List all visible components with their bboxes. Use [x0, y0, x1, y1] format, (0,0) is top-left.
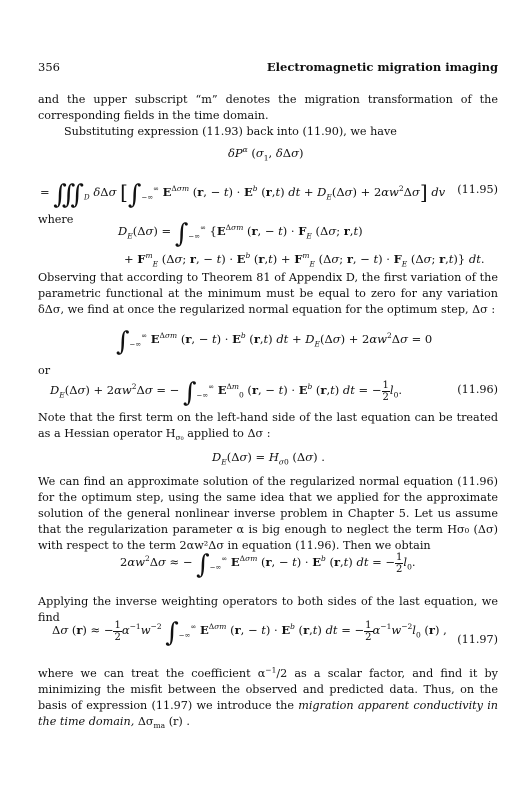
equation-de-continuation: + $F^m_E$ (Δσ; r, − $t) \cdot E^b$ $(r,t) + F^m_E$ (Δσ; r, − $t) \cdot F_E$ (Δσ; r,t)} dt. — [124, 251, 485, 269]
equation-de-definition: $D_E(\Delta\sigma) = \int_{-\infty}^\infty$ {$E^{\Delta\sigma m}$ (r, − $t) \cdot F_E$ (Δσ; r,t) — [118, 219, 363, 249]
equation-11-97: Δσ (r) ≈ − $\frac{1}{2}$ $\alpha^{-1}w^{-2}$ $\int_{-\infty}^\infty$ $E^{\Delta\sigma m}$ (r, − $t) \cdot E^b$ (r,t) dt = − $\frac{1}{2}$ $\alpha^{-1}w^{-2}l_0$ (r) , — [52, 618, 447, 648]
paragraph-2: Substituting expression (11.93) back into (11.90), we have — [64, 125, 397, 138]
paragraph-1: and the upper subscript “m” denotes the migration transformation of the corresponding fields in the time domain. — [38, 93, 498, 122]
or-label: or — [38, 364, 51, 377]
paragraph-4-text: Note that the first term on the left-hand side of the last equation can be treated as a Hessian operator H — [38, 411, 498, 440]
paragraph-7-end: (r) . — [165, 715, 190, 728]
paragraph-7-emphasis: migration apparent conductivity in the time domain, — [38, 699, 498, 728]
equation-11-96: $D_E(\Delta\sigma) + 2\alpha w^2\Delta\sigma$ = − $\int_{-\infty}^\infty$ $E^{\Delta m}_0$ (r, − $t) \cdot E^b$ (r,t) dt = − $\frac{1}{2}$ $l_0$. — [50, 378, 402, 408]
paragraph-7-start: where we can treat the coefficient α — [38, 667, 266, 680]
equation-variation-lhs: $\delta P^\alpha$ ($\sigma_1$, δΔσ) — [228, 145, 304, 163]
paragraph-4-subscript: σ₀ — [175, 433, 184, 443]
paragraph-7-symbol: Δσ — [134, 715, 154, 728]
paragraph-6: Applying the inverse weighting operators to both sides of the last equation, we find — [38, 595, 498, 624]
equation-normal: $\int_{-\infty}^\infty$ $E^{\Delta\sigma m}$ (r, − $t) \cdot E^b$ (r,t) dt + $D_E(\Delta\sigma) + 2\alpha w^2\Delta\sigma = 0$ — [116, 327, 433, 357]
paragraph-5: We can find an approximate solution of the regularized normal equation (11.96) for the optimum step, using the same idea that we applied for the approximate solution of the general nonlinear inverse problem in Chapter 5. Let us assume that the regularization parameter α is big enough to neglect the term Hσ₀ (Δσ) with respect to the term 2αw²Δσ in equation (11.96). Then we obtain — [38, 475, 498, 552]
equation-approximate: $2\alpha w^2\Delta\sigma$ ≈ − $\int_{-\infty}^\infty$ $E^{\Delta\sigma m}$ (r, − $t) \cdot E^b$ (r,t) dt = − $\frac{1}{2}$ $l_0$. — [120, 550, 416, 580]
paragraph-7-subscript: ma — [153, 721, 166, 731]
paragraph-3: Observing that according to Theorem 81 of Appendix D, the first variation of the parametric functional at the minimum must be equal to zero for any variation δΔσ, we find at once the regularized normal equation for the optimum step, Δσ : — [38, 271, 498, 316]
paragraph-4 — [38, 410, 498, 442]
paragraph-4-end: applied to Δσ : — [183, 427, 271, 440]
equation-number-11-95: (11.95) — [457, 183, 498, 196]
running-title: Electromagnetic migration imaging — [266, 60, 498, 74]
paragraph-7: where we can treat the coefficient $\alpha^{-1}/2$ as a scalar factor, and find it by minimizing the misfit between the observed and predicted data. Thus, on the basis of expression (11.97) we introduce the migration apparent conductivity in the time domain, $\Delta\sigma_{ma}$ (r) . — [38, 665, 498, 731]
page-number: 356 — [38, 60, 60, 74]
equation-11-95: = $∭_D$ δΔσ [$\int_{-\infty}^\infty$ $E^{\Delta\sigma m}$ (r, − $t) \cdot E^b$ (r,t) dt + $D_E(\Delta\sigma) + 2\alpha w^2\Delta\sigma$] dv — [40, 180, 446, 210]
where-label: where — [38, 213, 74, 226]
equation-number-11-97: (11.97) — [457, 633, 498, 646]
equation-hessian: $D_E(\Delta\sigma) = H_{\sigma 0}$ (Δσ) . — [212, 450, 325, 467]
paragraph-7-middle: /2 as a scalar factor, and find it by minimizing the misfit between the observed and predicted data. Thus, on the basis of expression (11.97) we introduce the — [38, 667, 498, 712]
running-header — [38, 60, 498, 76]
equation-number-11-96: (11.96) — [457, 383, 498, 396]
